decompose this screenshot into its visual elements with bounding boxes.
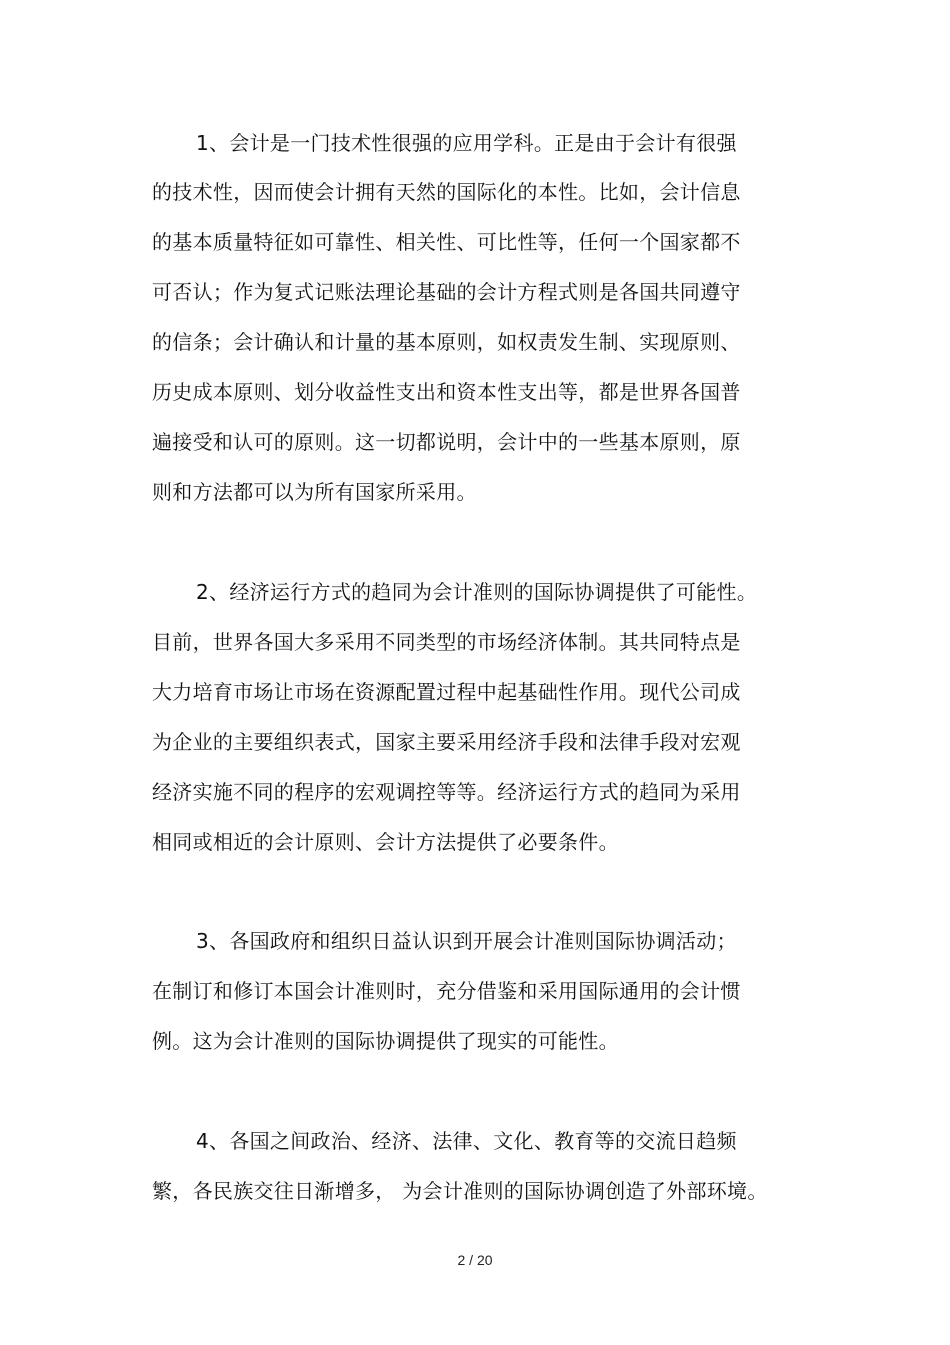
paragraph-2-line-4: 为企业的主要组织表式，国家主要采用经济手段和法律手段对宏观	[152, 730, 741, 754]
paragraph-1-line-5: 的信条；会计确认和计量的基本原则，如权责发生制、实现原则、	[152, 330, 741, 354]
paragraph-1-line-2: 的技术性，因而使会计拥有天然的国际化的本性。比如，会计信息	[152, 180, 741, 204]
paragraph-1-line-3: 的基本质量特征如可靠性、相关性、可比性等，任何一个国家都不	[152, 230, 741, 254]
paragraph-2-line-6: 相同或相近的会计原则、会计方法提供了必要条件。	[152, 830, 619, 854]
paragraph-1-line-8: 则和方法都可以为所有国家所采用。	[152, 480, 477, 504]
paragraph-2-line-2: 目前，世界各国大多采用不同类型的市场经济体制。其共同特点是	[152, 630, 741, 654]
paragraph-3-line-3: 例。这为会计准则的国际协调提供了现实的可能性。	[152, 1029, 619, 1053]
paragraph-1-line-1: 1、会计是一门技术性很强的应用学科。正是由于会计有很强	[196, 131, 737, 155]
paragraph-2-line-1: 2、经济运行方式的趋同为会计准则的国际协调提供了可能性。	[196, 580, 758, 604]
paragraph-1-line-4: 可否认；作为复式记账法理论基础的会计方程式则是各国共同遵守	[152, 280, 741, 304]
paragraph-4-line-2: 繁，各民族交往日渐增多， 为会计准则的国际协调创造了外部环境。	[152, 1179, 768, 1203]
page-number: 2 / 20	[457, 1252, 493, 1268]
paragraph-2-line-3: 大力培育市场让市场在资源配置过程中起基础性作用。现代公司成	[152, 680, 741, 704]
paragraph-3-line-2: 在制订和修订本国会计准则时，充分借鉴和采用国际通用的会计惯	[152, 979, 741, 1003]
paragraph-1-line-6: 历史成本原则、划分收益性支出和资本性支出等，都是世界各国普	[152, 380, 741, 404]
paragraph-3-line-1: 3、各国政府和组织日益认识到开展会计准则国际协调活动；	[196, 929, 737, 953]
paragraph-1-line-7: 遍接受和认可的原则。这一切都说明，会计中的一些基本原则，原	[152, 430, 741, 454]
paragraph-4-line-1: 4、各国之间政治、经济、法律、文化、教育等的交流日趋频	[196, 1129, 737, 1153]
paragraph-2-line-5: 经济实施不同的程序的宏观调控等等。经济运行方式的趋同为采用	[152, 780, 741, 804]
